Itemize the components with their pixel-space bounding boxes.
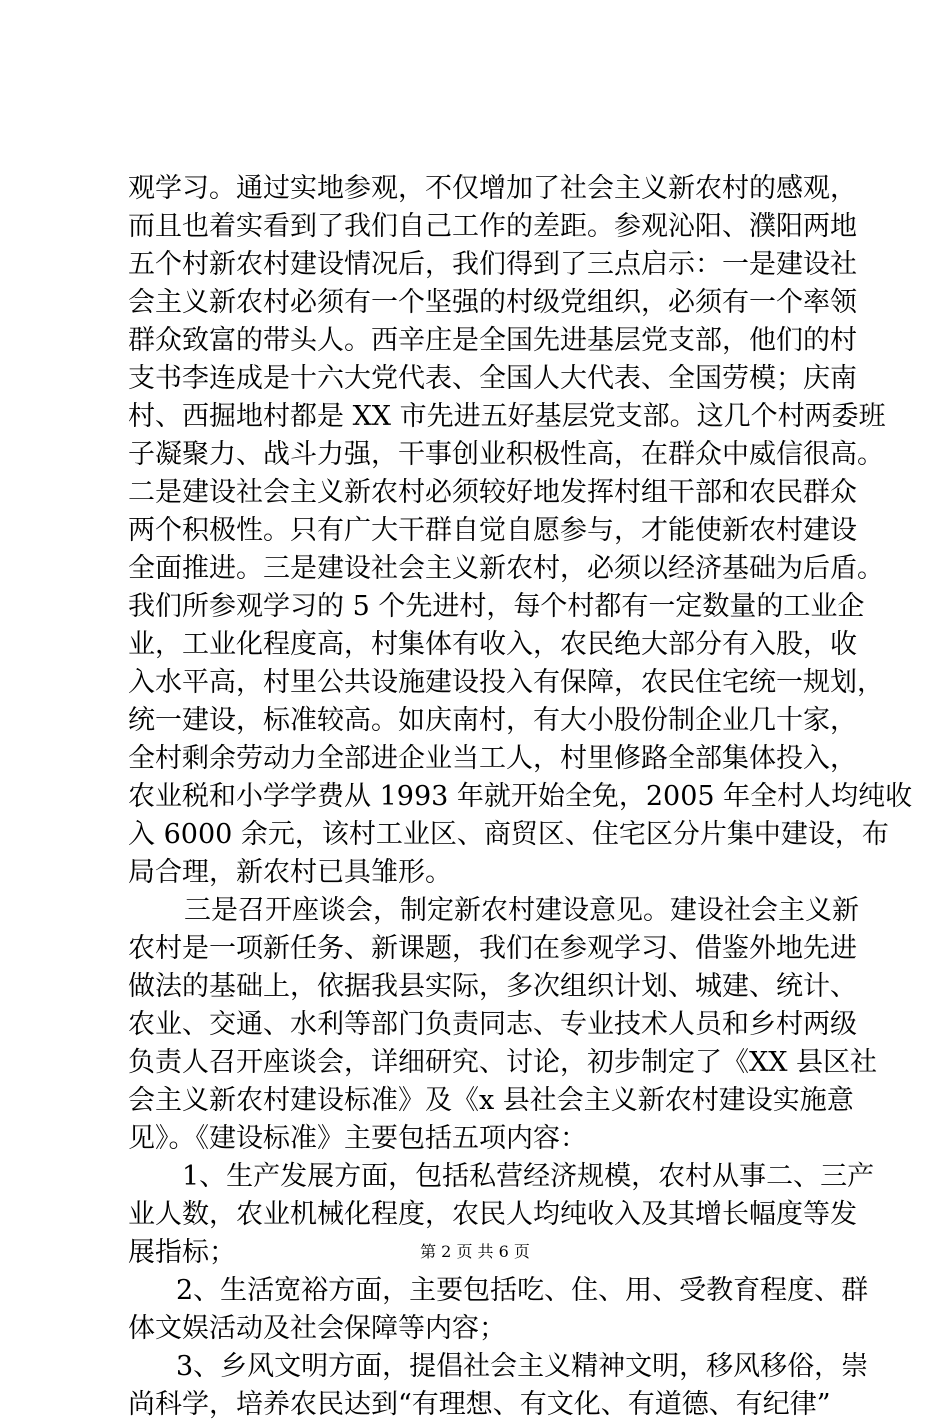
text-line: 体文娱活动及社会保障等内容；: [128, 1313, 506, 1344]
text-line: 农业税和小学学费从 1993 年就开始全免，2005 年全村人均纯收: [128, 781, 913, 812]
text-line: 会主义新农村必须有一个坚强的村级党组织，必须有一个率领: [128, 287, 857, 318]
text-line: 做法的基础上，依据我县实际，多次组织计划、城建、统计、: [128, 971, 857, 1002]
list-item-line: 2、生活宽裕方面，主要包括吃、住、用、受教育程度、群: [176, 1275, 869, 1306]
text-line: 会主义新农村建设标准》及《x 县社会主义新农村建设实施意: [128, 1085, 854, 1116]
text-line: 村、西掘地村都是 XX 市先进五好基层党支部。这几个村两委班: [128, 401, 886, 432]
text-line: 全村剩余劳动力全部进企业当工人，村里修路全部集体投入，: [128, 743, 857, 774]
text-line: 负责人召开座谈会，详细研究、讨论，初步制定了《XX 县区社: [128, 1047, 878, 1078]
text-line: 我们所参观学习的 5 个先进村，每个村都有一定数量的工业企: [128, 591, 865, 622]
text-line: 统一建设，标准较高。如庆南村，有大小股份制企业几十家，: [128, 705, 857, 736]
list-item-line: 1、生产发展方面，包括私营经济规模，农村从事二、三产: [182, 1161, 875, 1192]
text-line: 农业、交通、水利等部门负责同志、专业技术人员和乡村两级: [128, 1009, 857, 1040]
text-line: 子凝聚力、战斗力强，干事创业积极性高，在群众中威信很高。: [128, 439, 884, 470]
text-line: 两个积极性。只有广大干群自觉自愿参与，才能使新农村建设: [128, 515, 857, 546]
paragraph-start-line: 三是召开座谈会，制定新农村建设意见。建设社会主义新: [184, 895, 859, 926]
text-line: 农村是一项新任务、新课题，我们在参观学习、借鉴外地先进: [128, 933, 857, 964]
text-line: 全面推进。三是建设社会主义新农村，必须以经济基础为后盾。: [128, 553, 884, 584]
text-line: 观学习。通过实地参观，不仅增加了社会主义新农村的感观，: [128, 173, 857, 204]
text-line: 二是建设社会主义新农村必须较好地发挥村组干部和农民群众: [128, 477, 857, 508]
text-line: 展指标；: [128, 1237, 236, 1268]
text-line: 局合理，新农村已具雏形。: [128, 857, 452, 888]
text-line: 业人数，农业机械化程度，农民人均纯收入及其增长幅度等发: [128, 1199, 857, 1230]
text-line: 五个村新农村建设情况后，我们得到了三点启示：一是建设社: [128, 249, 857, 280]
text-line: 入水平高，村里公共设施建设投入有保障，农民住宅统一规划，: [128, 667, 884, 698]
text-line: 群众致富的带头人。西辛庄是全国先进基层党支部，他们的村: [128, 325, 857, 356]
text-line: 而且也着实看到了我们自己工作的差距。参观沁阳、濮阳两地: [128, 211, 857, 242]
list-item-line: 3、乡风文明方面，提倡社会主义精神文明，移风移俗，崇: [176, 1351, 869, 1382]
body-text: [128, 170, 913, 1424]
text-line: 尚科学，培养农民达到“有理想、有文化、有道德、有纪律”: [128, 1389, 831, 1420]
text-line: 入 6000 余元，该村工业区、商贸区、住宅区分片集中建设，布: [128, 819, 889, 850]
text-line: 业，工业化程度高，村集体有收入，农民绝大部分有入股，收: [128, 629, 857, 660]
text-line: 见》。《建设标准》主要包括五项内容：: [128, 1123, 587, 1154]
page-number-footer: 第 2 页 共 6 页: [420, 1242, 530, 1261]
text-line: 支书李连成是十六大党代表、全国人大代表、全国劳模；庆南: [128, 363, 857, 394]
